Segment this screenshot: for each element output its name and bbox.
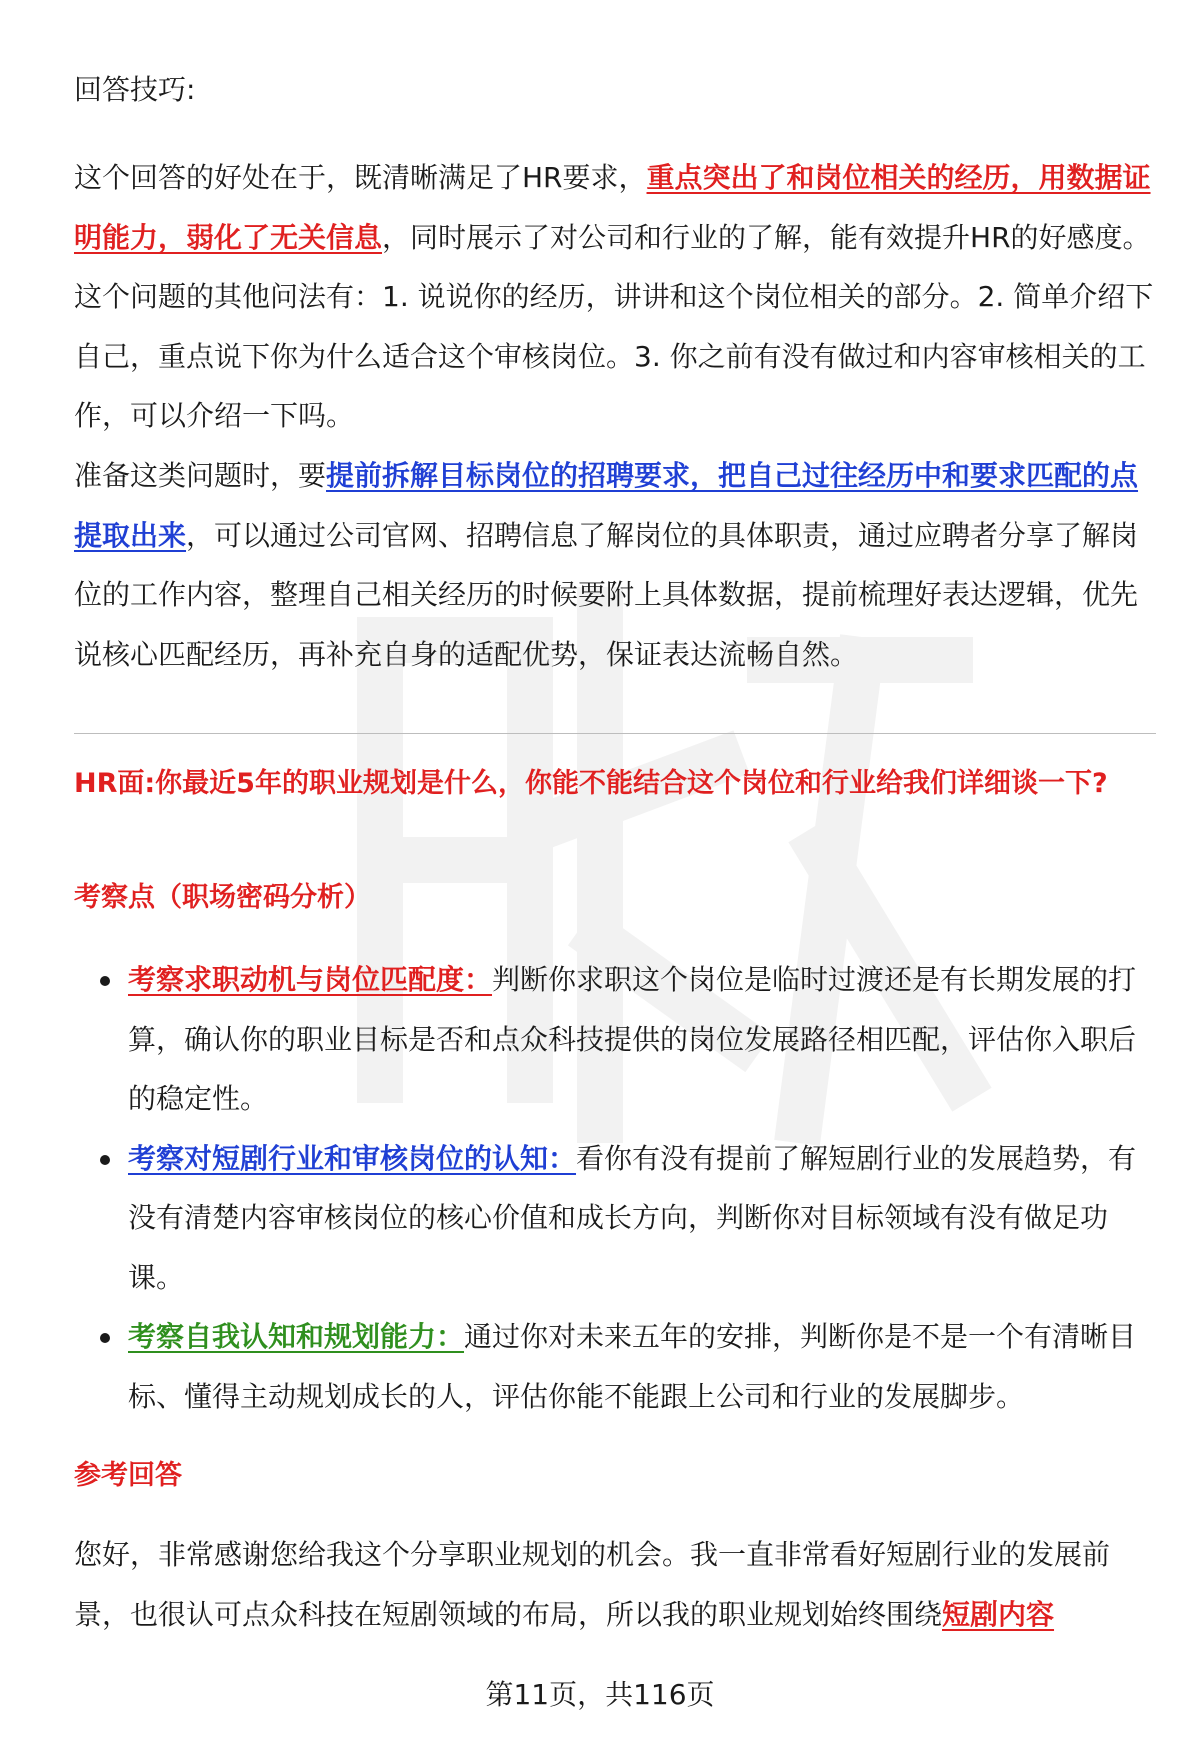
- list-item: [74, 950, 1156, 1129]
- bullet-icon: [100, 1155, 110, 1165]
- point-head: 考察对短剧行业和审核岗位的认知：: [128, 1141, 577, 1175]
- answer-highlight: 重点突出了和岗位相关的经历，用数据证明能力，弱化了无关信息: [74, 161, 1151, 254]
- answer-text-2: ，同时展示了对公司和行业的了解，能有效提升HR的好感度。这个问题的其他问法有：1. 说说你的经历，讲讲和这个岗位相关的部分。2. 简单介绍下自己，重点说下你为什么适合这个审核岗位。3. 你之前有没有做过和内容审核相关的工作，可以介绍一下吗。: [74, 220, 1154, 432]
- ref-highlight: 短剧内容: [942, 1597, 1055, 1631]
- prep-text-1: 准备这类问题时，要: [74, 459, 327, 492]
- answer-tips-label: 回答技巧:: [74, 73, 196, 106]
- answer-analysis-paragraph: [74, 148, 1156, 446]
- list-item: [74, 1129, 1156, 1308]
- point-body: 判断你求职这个岗位是临时过渡还是有长期发展的打算，确认你的职业目标是否和点众科技提供的岗位发展路径相匹配，评估你入职后的稳定性。: [128, 963, 1137, 1115]
- point-head: 考察自我认知和规划能力：: [128, 1320, 465, 1353]
- answer-text-1: 这个回答的好处在于，既清晰满足了HR要求，: [74, 161, 647, 194]
- examine-points-heading: 考察点（职场密码分析）: [74, 882, 371, 913]
- preparation-paragraph: [74, 446, 1156, 684]
- point-head: 考察求职动机与岗位匹配度：: [128, 963, 493, 996]
- interview-question: HR面:你最近5年的职业规划是什么，你能不能结合这个岗位和行业给我们详细谈一下?: [74, 768, 1108, 799]
- point-body: 看你有没有提前了解短剧行业的发展趋势，有没有清楚内容审核岗位的核心价值和成长方向，判断你对目标领域有没有做足功课。: [128, 1141, 1137, 1294]
- examine-points-list: [74, 950, 1156, 1426]
- page-number-footer: 第11页，共116页: [485, 1678, 715, 1711]
- reference-answer-paragraph: [74, 1525, 1156, 1644]
- list-item: [74, 1307, 1156, 1426]
- section-divider: [74, 733, 1156, 734]
- reference-answer-heading: 参考回答: [74, 1460, 182, 1491]
- bullet-icon: [100, 976, 110, 986]
- prep-text-2: ，可以通过公司官网、招聘信息了解岗位的具体职责，通过应聘者分享了解岗位的工作内容，整理自己相关经历的时候要附上具体数据，提前梳理好表达逻辑，优先说核心匹配经历，再补充自身的适配优势，保证表达流畅自然。: [74, 518, 1139, 671]
- prep-highlight: 提前拆解目标岗位的招聘要求，把自己过往经历中和要求匹配的点提取出来: [74, 459, 1139, 552]
- bullet-icon: [100, 1333, 110, 1343]
- point-body: 通过你对未来五年的安排，判断你是不是一个有清晰目标、懂得主动规划成长的人，评估你能不能跟上公司和行业的发展脚步。: [128, 1320, 1137, 1413]
- ref-text-1: 您好，非常感谢您给我这个分享职业规划的机会。我一直非常看好短剧行业的发展前景，也很认可点众科技在短剧领域的布局，所以我的职业规划始终围绕: [74, 1538, 1111, 1631]
